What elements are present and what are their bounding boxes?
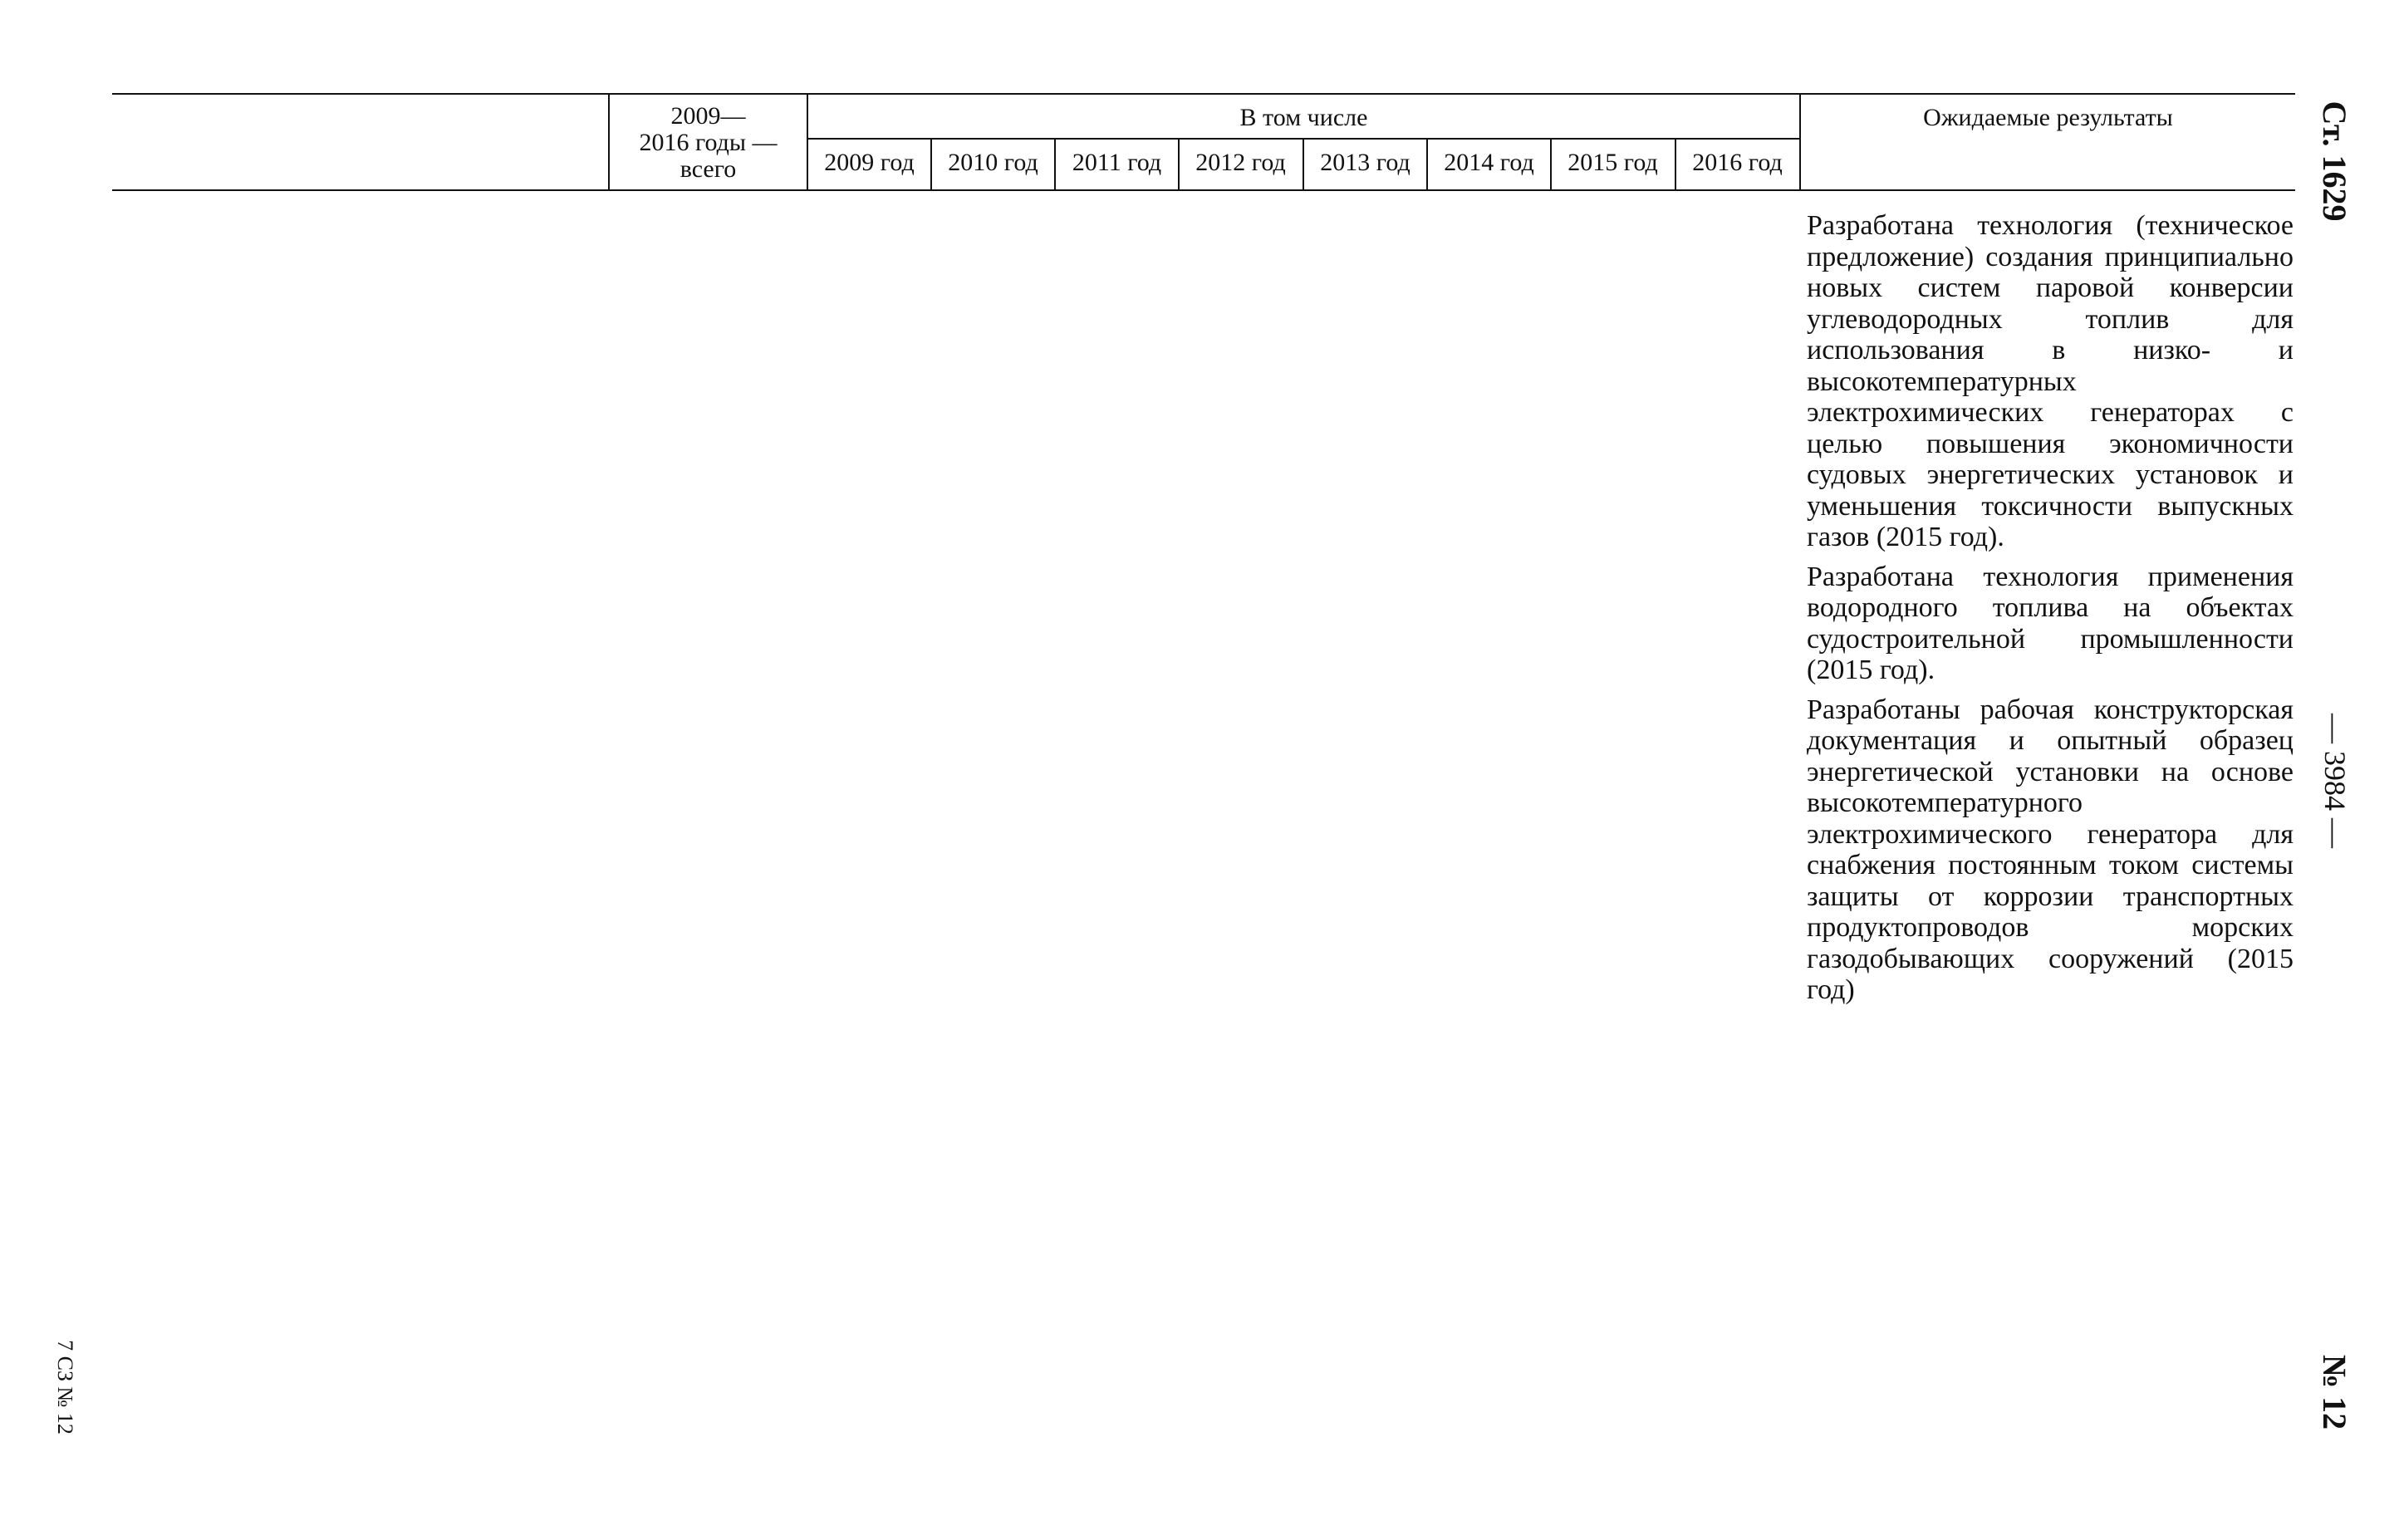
- header-year-2013: 2013 год: [1320, 149, 1411, 176]
- page-number: — 3984 —: [2318, 714, 2352, 848]
- table-top-rule: [112, 93, 2295, 95]
- result-paragraph-3: Разработаны рабочая конструкторская документация и опытный образец энергетической установки на основе высокотемпературного электрохимического генератора для снабжения постоянным током системы защиты от коррозии транспортных продуктопроводов морских газодобывающих сооружений (2015 год): [1807, 694, 2294, 1005]
- header-year-2012: 2012 год: [1195, 149, 1286, 176]
- header-year-2010: 2010 год: [948, 149, 1038, 176]
- result-paragraph-2: Разработана технология применения водородного топлива на объектах судостроительной промышленности (2015 год).: [1807, 561, 2294, 685]
- header-year-2014: 2014 год: [1444, 149, 1534, 176]
- table-header-bottom-rule: [112, 189, 2295, 191]
- header-year-2009: 2009 год: [824, 149, 915, 176]
- header-total-line-2: 2016 годы —: [639, 129, 778, 156]
- header-year-2015: 2015 год: [1568, 149, 1658, 176]
- article-number: Ст. 1629: [2316, 101, 2353, 222]
- header-total-line-1: 2009—: [670, 102, 746, 130]
- printer-signature: 7 СЗ № 12: [53, 1340, 77, 1435]
- expected-results-text: [1807, 210, 2294, 1014]
- header-year-2011: 2011 год: [1072, 149, 1162, 176]
- issue-number: № 12: [2316, 1354, 2353, 1430]
- header-expected-results: Ожидаемые результаты: [1923, 104, 2173, 131]
- header-total-line-3: всего: [679, 155, 737, 183]
- header-total-col: [610, 103, 807, 183]
- including-subheader-rule: [807, 138, 1801, 140]
- header-year-2016: 2016 год: [1692, 149, 1783, 176]
- header-including: В том числе: [1239, 104, 1368, 131]
- result-paragraph-1: Разработана технология (техническое предложение) создания принципиально новых систем паровой конверсии углеводородных топлив для использования в низко- и высокотемпературных электрохимических генераторах с целью повышения экономичности судовых энергетических установок и уменьшения токсичности выпускных газов (2015 год).: [1807, 210, 2294, 552]
